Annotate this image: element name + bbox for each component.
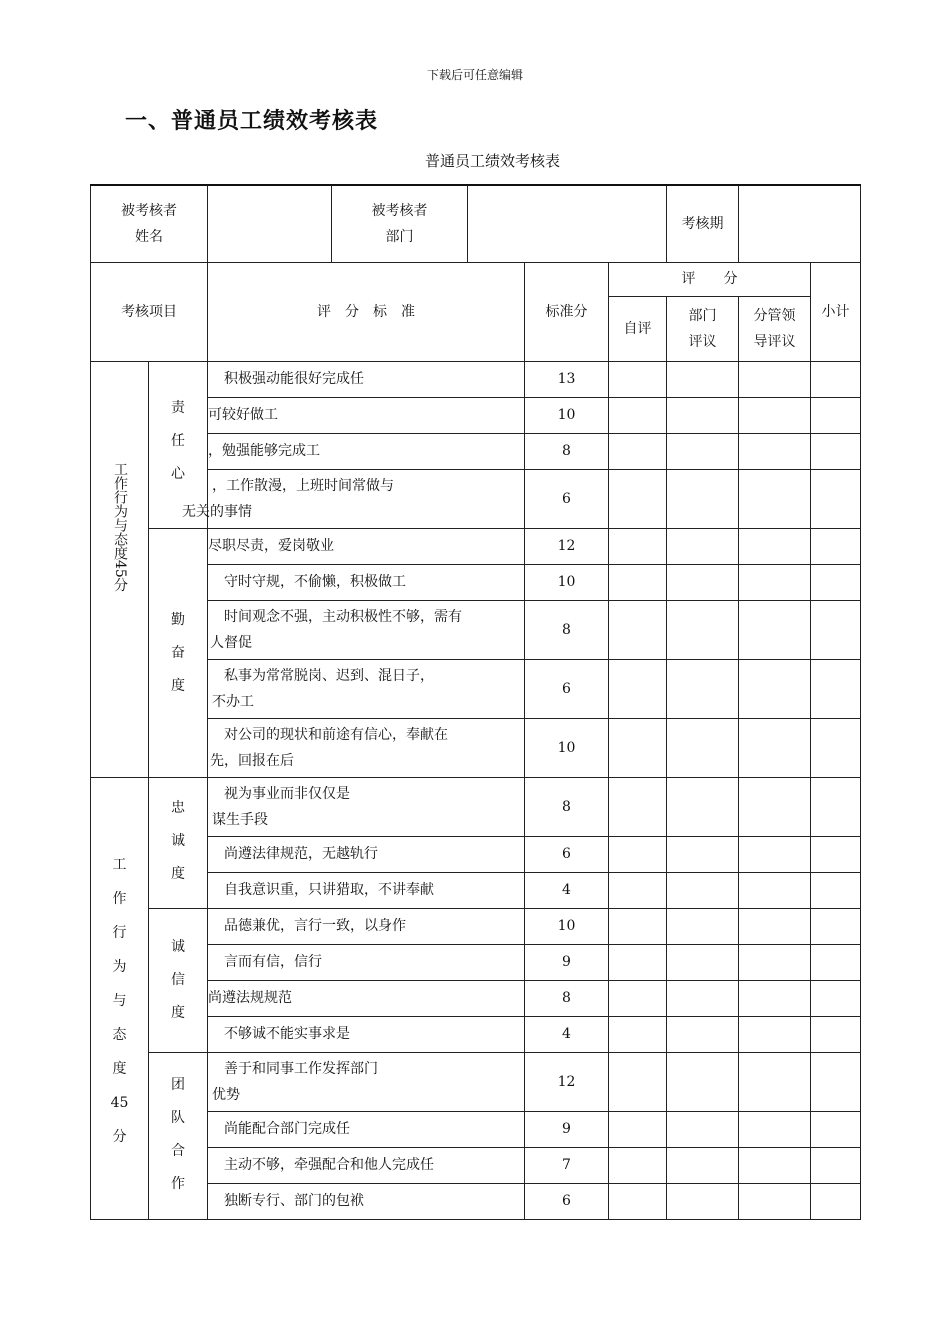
group-char: 心 (171, 465, 185, 482)
dept-label-line-2: 部门 (385, 228, 414, 245)
criteria-cell: 自我意识重，只讲猎取，不讲奉献 (208, 872, 525, 908)
leader-score-cell[interactable] (739, 600, 811, 659)
leader-score-cell[interactable] (739, 1111, 811, 1147)
subtotal-cell[interactable] (811, 397, 861, 433)
header-row-1 (91, 262, 861, 296)
dept-score-cell[interactable] (667, 980, 739, 1016)
standard-score: 6 (525, 469, 609, 528)
leader-score-cell[interactable] (739, 872, 811, 908)
dept-score-cell[interactable] (667, 836, 739, 872)
section-1-title-text: 工作行为与态度 (112, 461, 128, 560)
leader-score-cell[interactable] (739, 528, 811, 564)
standard-score: 6 (525, 659, 609, 718)
group-teamwork (149, 1052, 208, 1219)
criteria-line-1: ，工作散漫，上班时间常做与 (212, 477, 394, 494)
dept-score-cell[interactable] (667, 528, 739, 564)
standard-score: 9 (525, 1111, 609, 1147)
name-value-cell[interactable] (208, 185, 332, 262)
criteria-cell: 尚能配合部门完成任 (208, 1111, 525, 1147)
self-score-cell[interactable] (609, 718, 667, 777)
subtotal-cell[interactable] (811, 777, 861, 836)
dept-score-cell[interactable] (667, 1052, 739, 1111)
dept-label (332, 185, 468, 262)
dept-score-cell[interactable] (667, 908, 739, 944)
dept-score-cell[interactable] (667, 1147, 739, 1183)
criteria-line-1: 时间观念不强，主动积极性不够，需有 (224, 608, 462, 625)
leader-score-cell[interactable] (739, 469, 811, 528)
leader-score-cell[interactable] (739, 908, 811, 944)
standard-score: 6 (525, 1183, 609, 1219)
criteria-line-2: 先，回报在后 (210, 752, 294, 769)
section-1-title (91, 361, 149, 777)
leader-score-cell[interactable] (739, 777, 811, 836)
subtotal-cell[interactable] (811, 1111, 861, 1147)
section-2-char: 分 (112, 1128, 127, 1145)
criteria-cell (182, 469, 525, 528)
leader-score-cell[interactable] (739, 564, 811, 600)
group-char: 诚 (171, 938, 185, 955)
header-leader-line-1: 分管领 (753, 307, 796, 324)
header-leader-line-2: 导评议 (753, 333, 796, 350)
dept-score-cell[interactable] (667, 872, 739, 908)
section-1-title-score: 45分 (112, 559, 128, 592)
standard-score: 10 (525, 397, 609, 433)
dept-score-cell[interactable] (667, 718, 739, 777)
header-dept-line-1: 部门 (688, 307, 717, 324)
standard-score: 7 (525, 1147, 609, 1183)
subtotal-cell[interactable] (811, 908, 861, 944)
header-subtotal: 小计 (811, 262, 861, 361)
header-leader-review (739, 296, 811, 361)
group-diligence (149, 528, 208, 777)
group-loyalty (149, 777, 208, 908)
subtotal-cell[interactable] (811, 1052, 861, 1111)
standard-score: 12 (525, 528, 609, 564)
dept-score-cell[interactable] (667, 944, 739, 980)
leader-score-cell[interactable] (739, 397, 811, 433)
table-row (91, 1052, 861, 1111)
subtotal-cell[interactable] (811, 564, 861, 600)
self-score-cell[interactable] (609, 564, 667, 600)
header-item: 考核项目 (91, 262, 208, 361)
self-score-cell[interactable] (609, 1111, 667, 1147)
standard-score: 8 (525, 980, 609, 1016)
leader-score-cell[interactable] (739, 980, 811, 1016)
group-char: 队 (171, 1109, 185, 1126)
criteria-cell: 品德兼优，言行一致，以身作 (208, 908, 525, 944)
criteria-cell (208, 777, 525, 836)
leader-score-cell[interactable] (739, 433, 811, 469)
subtotal-cell[interactable] (811, 361, 861, 397)
section-2-char: 为 (112, 958, 127, 975)
group-char: 度 (171, 865, 185, 882)
subtotal-cell[interactable] (811, 944, 861, 980)
leader-score-cell[interactable] (739, 836, 811, 872)
subtotal-cell[interactable] (811, 718, 861, 777)
dept-score-cell[interactable] (667, 600, 739, 659)
section-2-char: 工 (112, 856, 127, 873)
criteria-line-2: 不办工 (212, 693, 254, 710)
evaluation-table (90, 184, 861, 1220)
criteria-cell: 言而有信，信行 (208, 944, 525, 980)
criteria-cell: 积极强动能很好完成任 (208, 361, 525, 397)
standard-score: 4 (525, 872, 609, 908)
self-score-cell[interactable] (609, 836, 667, 872)
group-char: 合 (171, 1142, 185, 1159)
self-score-cell[interactable] (609, 980, 667, 1016)
standard-score: 6 (525, 836, 609, 872)
group-char: 责 (171, 399, 185, 416)
criteria-cell: 主动不够，牵强配合和他人完成任 (208, 1147, 525, 1183)
header-standard-score: 标准分 (525, 262, 609, 361)
period-value-cell[interactable] (739, 185, 861, 262)
subtotal-cell[interactable] (811, 1183, 861, 1219)
header-score: 评 分 (609, 262, 811, 296)
table-row (91, 528, 861, 564)
group-char: 度 (171, 1004, 185, 1021)
group-char: 奋 (171, 644, 185, 661)
dept-label-line-1: 被考核者 (371, 202, 428, 219)
section-2-char: 态 (112, 1026, 127, 1043)
subtotal-cell[interactable] (811, 600, 861, 659)
subtotal-cell[interactable] (811, 528, 861, 564)
group-char: 团 (171, 1076, 185, 1093)
criteria-line-1: 对公司的现状和前途有信心，奉献在 (224, 726, 448, 743)
name-label-line-2: 姓名 (135, 228, 163, 245)
section-2-char: 度 (112, 1060, 127, 1077)
criteria-cell: 不够诚不能实事求是 (208, 1016, 525, 1052)
criteria-cell (208, 600, 525, 659)
leader-score-cell[interactable] (739, 659, 811, 718)
page-title: 一、普通员工绩效考核表 (125, 109, 379, 134)
criteria-cell: 独断专行、部门的包袱 (208, 1183, 525, 1219)
self-score-cell[interactable] (609, 944, 667, 980)
self-score-cell[interactable] (609, 1147, 667, 1183)
period-label: 考核期 (667, 185, 739, 262)
section-2-title (91, 777, 149, 1219)
name-label (91, 185, 208, 262)
dept-score-cell[interactable] (667, 1016, 739, 1052)
criteria-cell: 尚遵法律规范，无越轨行 (208, 836, 525, 872)
subtotal-cell[interactable] (811, 1016, 861, 1052)
standard-score: 13 (525, 361, 609, 397)
subtotal-cell[interactable] (811, 836, 861, 872)
group-char: 度 (171, 677, 185, 694)
criteria-line-2: 谋生手段 (212, 811, 268, 828)
self-score-cell[interactable] (609, 1016, 667, 1052)
subtotal-cell[interactable] (811, 1147, 861, 1183)
leader-score-cell[interactable] (739, 1016, 811, 1052)
dept-value-cell[interactable] (468, 185, 667, 262)
header-self: 自评 (609, 296, 667, 361)
info-row (91, 185, 861, 262)
standard-score: 8 (525, 433, 609, 469)
section-2-char: 与 (112, 992, 127, 1009)
criteria-line-1: 善于和同事工作发挥部门 (224, 1060, 378, 1077)
self-score-cell[interactable] (609, 659, 667, 718)
self-score-cell[interactable] (609, 872, 667, 908)
dept-score-cell[interactable] (667, 659, 739, 718)
subtotal-cell[interactable] (811, 469, 861, 528)
criteria-line-2: 无关的事情 (182, 503, 252, 520)
subtotal-cell[interactable] (811, 433, 861, 469)
header-criteria: 评 分 标 准 (208, 262, 525, 361)
criteria-cell (208, 1052, 525, 1111)
leader-score-cell[interactable] (739, 1183, 811, 1219)
dept-score-cell[interactable] (667, 361, 739, 397)
criteria-cell: 可较好做工 (208, 397, 525, 433)
subtotal-cell[interactable] (811, 872, 861, 908)
dept-score-cell[interactable] (667, 397, 739, 433)
criteria-cell: 尚遵法规规范 (208, 980, 525, 1016)
dept-score-cell[interactable] (667, 1183, 739, 1219)
group-char: 信 (171, 971, 185, 988)
self-score-cell[interactable] (609, 361, 667, 397)
self-score-cell[interactable] (609, 777, 667, 836)
self-score-cell[interactable] (609, 469, 667, 528)
header-dept-line-2: 评议 (688, 333, 717, 350)
criteria-cell (208, 718, 525, 777)
group-char: 忠 (171, 799, 185, 816)
self-score-cell[interactable] (609, 1183, 667, 1219)
standard-score: 8 (525, 600, 609, 659)
standard-score: 9 (525, 944, 609, 980)
dept-score-cell[interactable] (667, 469, 739, 528)
group-char: 任 (171, 432, 185, 449)
standard-score: 10 (525, 908, 609, 944)
self-score-cell[interactable] (609, 908, 667, 944)
self-score-cell[interactable] (609, 433, 667, 469)
standard-score: 10 (525, 718, 609, 777)
criteria-cell: ，勉强能够完成工 (208, 433, 525, 469)
standard-score: 10 (525, 564, 609, 600)
table-row (91, 908, 861, 944)
header-dept-review (667, 296, 739, 361)
leader-score-cell[interactable] (739, 1052, 811, 1111)
dept-score-cell[interactable] (667, 564, 739, 600)
table-row (91, 777, 861, 836)
subtotal-cell[interactable] (811, 659, 861, 718)
criteria-cell: 守时守规，不偷懒，积极做工 (208, 564, 525, 600)
self-score-cell[interactable] (609, 600, 667, 659)
section-2-char: 作 (112, 890, 127, 907)
leader-score-cell[interactable] (739, 361, 811, 397)
criteria-line-2: 人督促 (210, 634, 252, 651)
top-note: 下载后可任意编辑 (426, 68, 523, 82)
self-score-cell[interactable] (609, 528, 667, 564)
section-2-char: 行 (112, 924, 127, 941)
dept-score-cell[interactable] (667, 777, 739, 836)
group-char: 诚 (171, 832, 185, 849)
subtotal-cell[interactable] (811, 980, 861, 1016)
standard-score: 4 (525, 1016, 609, 1052)
criteria-line-1: 视为事业而非仅仅是 (224, 785, 350, 802)
dept-score-cell[interactable] (667, 433, 739, 469)
table-caption: 普通员工绩效考核表 (424, 152, 560, 170)
standard-score: 8 (525, 777, 609, 836)
criteria-line-2: 优势 (212, 1086, 240, 1103)
criteria-cell (208, 659, 525, 718)
self-score-cell[interactable] (609, 1052, 667, 1111)
group-char: 勤 (171, 611, 185, 628)
leader-score-cell[interactable] (739, 1147, 811, 1183)
name-label-line-1: 被考核者 (121, 202, 177, 219)
group-char: 作 (171, 1175, 185, 1192)
criteria-line-1: 私事为常常脱岗、迟到、混日子， (224, 667, 434, 684)
self-score-cell[interactable] (609, 397, 667, 433)
standard-score: 12 (525, 1052, 609, 1111)
criteria-cell: 尽职尽责，爱岗敬业 (208, 528, 525, 564)
leader-score-cell[interactable] (739, 944, 811, 980)
group-integrity (149, 908, 208, 1052)
dept-score-cell[interactable] (667, 1111, 739, 1147)
leader-score-cell[interactable] (739, 718, 811, 777)
section-2-char: 45 (110, 1094, 129, 1111)
table-row (91, 361, 861, 397)
